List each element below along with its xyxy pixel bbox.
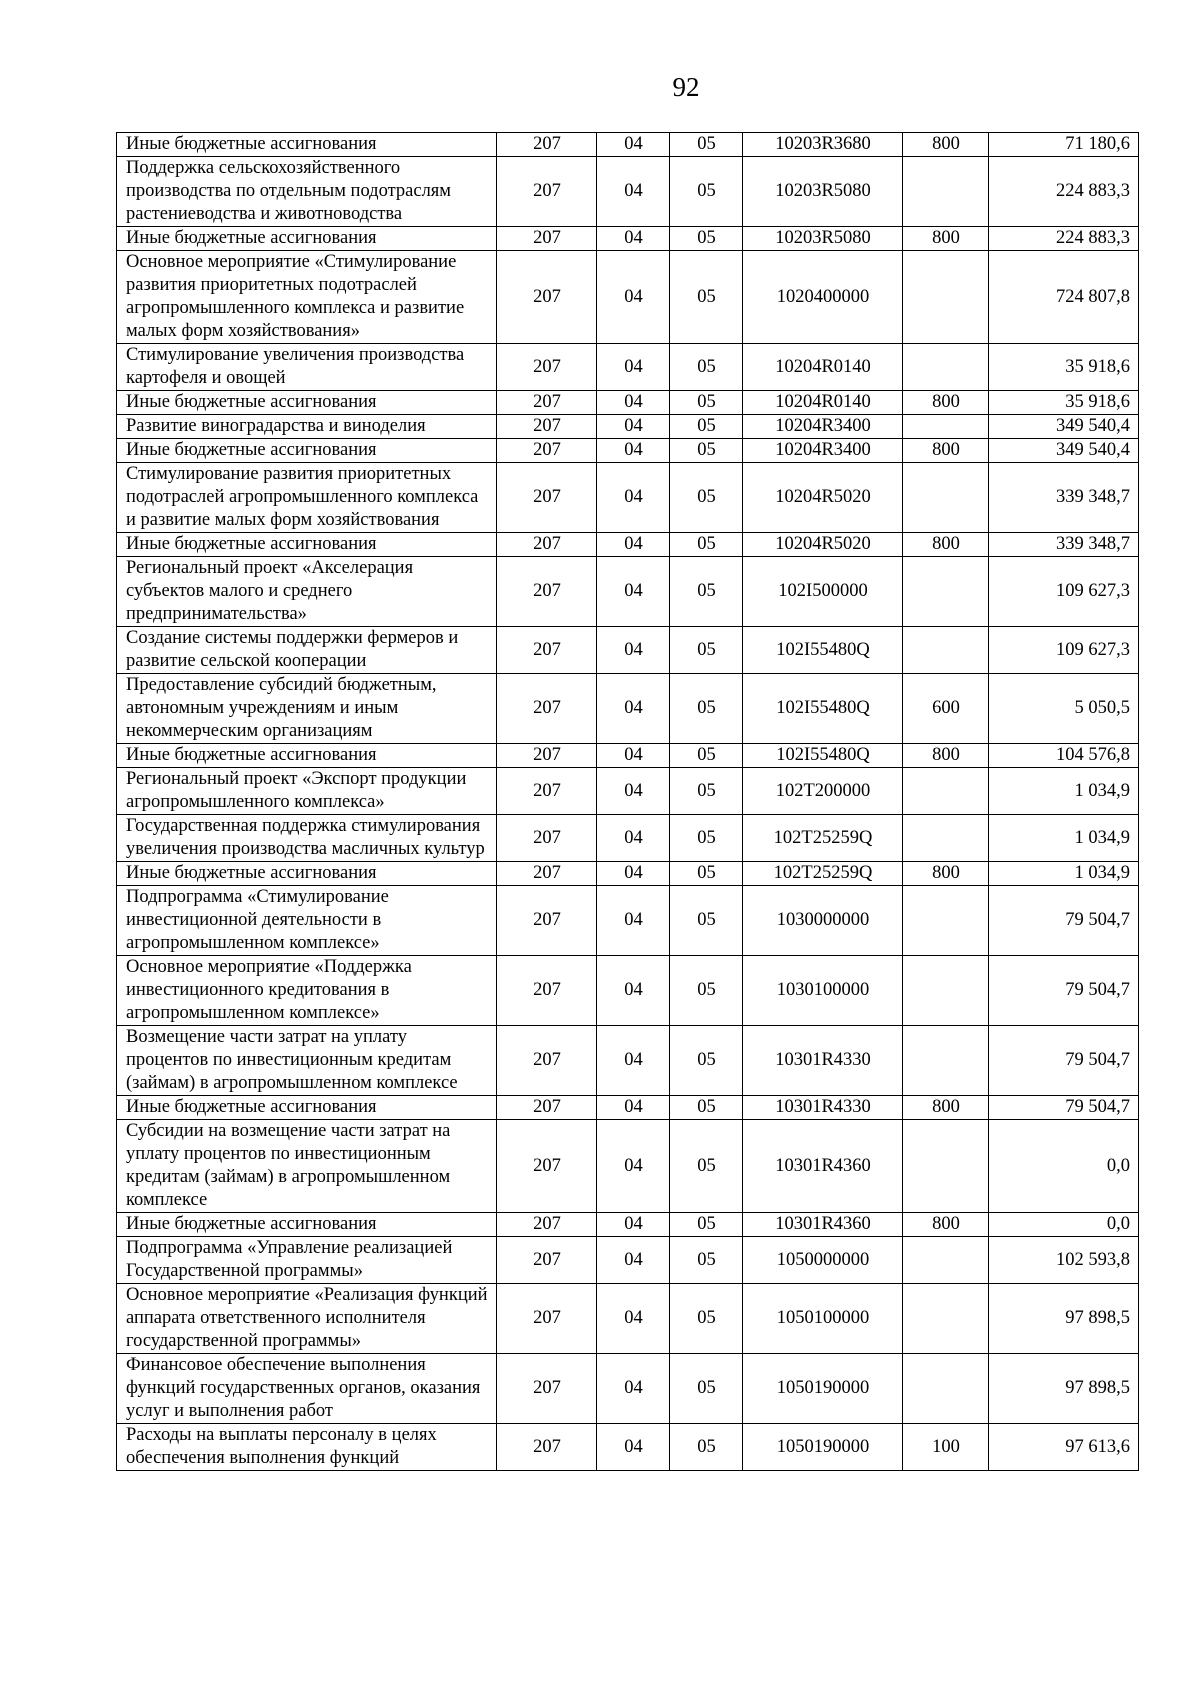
- row-ministry-code: 207: [497, 415, 597, 439]
- row-name: Региональный проект «Экспорт продукции агропромышленного комплекса»: [117, 768, 497, 815]
- row-ministry-code: 207: [497, 744, 597, 768]
- row-subsection-code: 05: [670, 1213, 743, 1237]
- row-expense-type-code: [903, 956, 989, 1026]
- row-name: Иные бюджетные ассигнования: [117, 439, 497, 463]
- row-expense-type-code: [903, 1237, 989, 1284]
- table-row: [117, 227, 1139, 251]
- row-expense-type-code: 800: [903, 1213, 989, 1237]
- row-name: Стимулирование развития приоритетных подотраслей агропромышленного комплекса и развитие малых форм хозяйствования: [117, 463, 497, 533]
- table-row: [117, 1026, 1139, 1096]
- row-amount: 97 613,6: [989, 1424, 1139, 1471]
- row-expense-type-code: 100: [903, 1424, 989, 1471]
- row-name: Иные бюджетные ассигнования: [117, 133, 497, 157]
- table-row: [117, 744, 1139, 768]
- row-target-item-code: 10204R0140: [743, 391, 903, 415]
- row-target-item-code: 1050000000: [743, 1237, 903, 1284]
- row-expense-type-code: 600: [903, 674, 989, 744]
- row-amount: 97 898,5: [989, 1354, 1139, 1424]
- row-section-code: 04: [597, 1213, 670, 1237]
- row-section-code: 04: [597, 1284, 670, 1354]
- table-row: [117, 768, 1139, 815]
- row-ministry-code: 207: [497, 1096, 597, 1120]
- row-name: Стимулирование увеличения производства картофеля и овощей: [117, 344, 497, 391]
- row-ministry-code: 207: [497, 886, 597, 956]
- row-ministry-code: 207: [497, 1424, 597, 1471]
- row-ministry-code: 207: [497, 1213, 597, 1237]
- row-section-code: 04: [597, 886, 670, 956]
- table-row: [117, 415, 1139, 439]
- row-expense-type-code: [903, 768, 989, 815]
- row-amount: 97 898,5: [989, 1284, 1139, 1354]
- row-name: Создание системы поддержки фермеров и развитие сельской кооперации: [117, 627, 497, 674]
- row-expense-type-code: 800: [903, 862, 989, 886]
- row-subsection-code: 05: [670, 1120, 743, 1213]
- row-amount: 224 883,3: [989, 227, 1139, 251]
- row-ministry-code: 207: [497, 391, 597, 415]
- row-target-item-code: 102I55480Q: [743, 627, 903, 674]
- row-subsection-code: 05: [670, 886, 743, 956]
- row-expense-type-code: 800: [903, 133, 989, 157]
- row-target-item-code: 10204R3400: [743, 439, 903, 463]
- row-target-item-code: 1030100000: [743, 956, 903, 1026]
- row-target-item-code: 102I500000: [743, 557, 903, 627]
- row-expense-type-code: [903, 157, 989, 227]
- table-row: [117, 1213, 1139, 1237]
- row-subsection-code: 05: [670, 862, 743, 886]
- row-name: Субсидии на возмещение части затрат на уплату процентов по инвестиционным кредитам (займам) в агропромышленном комплексе: [117, 1120, 497, 1213]
- table-row: [117, 1237, 1139, 1284]
- table-row: [117, 251, 1139, 344]
- row-name: Иные бюджетные ассигнования: [117, 391, 497, 415]
- row-name: Иные бюджетные ассигнования: [117, 1096, 497, 1120]
- row-expense-type-code: 800: [903, 439, 989, 463]
- table-row: [117, 1096, 1139, 1120]
- row-ministry-code: 207: [497, 956, 597, 1026]
- table-row: [117, 439, 1139, 463]
- row-ministry-code: 207: [497, 1284, 597, 1354]
- row-amount: 0,0: [989, 1120, 1139, 1213]
- table-row: [117, 157, 1139, 227]
- row-name: Иные бюджетные ассигнования: [117, 533, 497, 557]
- row-name: Предоставление субсидий бюджетным, автономным учреждениям и иным некоммерческим организациям: [117, 674, 497, 744]
- row-target-item-code: 10203R3680: [743, 133, 903, 157]
- row-name: Основное мероприятие «Стимулирование развития приоритетных подотраслей агропромышленного комплекса и развитие малых форм хозяйствования»: [117, 251, 497, 344]
- row-subsection-code: 05: [670, 1354, 743, 1424]
- row-amount: 71 180,6: [989, 133, 1139, 157]
- row-ministry-code: 207: [497, 157, 597, 227]
- row-target-item-code: 10204R3400: [743, 415, 903, 439]
- table-row: [117, 1424, 1139, 1471]
- row-subsection-code: 05: [670, 391, 743, 415]
- row-section-code: 04: [597, 133, 670, 157]
- row-ministry-code: 207: [497, 251, 597, 344]
- row-target-item-code: 102T25259Q: [743, 815, 903, 862]
- row-subsection-code: 05: [670, 133, 743, 157]
- row-target-item-code: 10204R5020: [743, 533, 903, 557]
- row-ministry-code: 207: [497, 862, 597, 886]
- row-expense-type-code: [903, 1026, 989, 1096]
- row-subsection-code: 05: [670, 1237, 743, 1284]
- row-amount: 1 034,9: [989, 768, 1139, 815]
- row-amount: 79 504,7: [989, 956, 1139, 1026]
- row-section-code: 04: [597, 1096, 670, 1120]
- row-section-code: 04: [597, 391, 670, 415]
- row-expense-type-code: [903, 1284, 989, 1354]
- row-amount: 109 627,3: [989, 627, 1139, 674]
- row-section-code: 04: [597, 1120, 670, 1213]
- row-subsection-code: 05: [670, 674, 743, 744]
- row-expense-type-code: [903, 627, 989, 674]
- row-name: Развитие виноградарства и виноделия: [117, 415, 497, 439]
- row-section-code: 04: [597, 862, 670, 886]
- row-amount: 1 034,9: [989, 862, 1139, 886]
- row-target-item-code: 10204R0140: [743, 344, 903, 391]
- row-subsection-code: 05: [670, 815, 743, 862]
- table-row: [117, 533, 1139, 557]
- row-expense-type-code: 800: [903, 391, 989, 415]
- row-amount: 724 807,8: [989, 251, 1139, 344]
- row-ministry-code: 207: [497, 674, 597, 744]
- row-subsection-code: 05: [670, 439, 743, 463]
- row-subsection-code: 05: [670, 956, 743, 1026]
- row-subsection-code: 05: [670, 344, 743, 391]
- table-row: [117, 1354, 1139, 1424]
- row-expense-type-code: [903, 886, 989, 956]
- table-row: [117, 133, 1139, 157]
- row-ministry-code: 207: [497, 1237, 597, 1284]
- table-row: [117, 463, 1139, 533]
- row-section-code: 04: [597, 533, 670, 557]
- row-amount: 5 050,5: [989, 674, 1139, 744]
- row-name: Региональный проект «Акселерация субъектов малого и среднего предпринимательства»: [117, 557, 497, 627]
- row-expense-type-code: 800: [903, 533, 989, 557]
- row-subsection-code: 05: [670, 1424, 743, 1471]
- row-ministry-code: 207: [497, 1026, 597, 1096]
- page-number: 92: [672, 72, 700, 102]
- row-name: Основное мероприятие «Реализация функций аппарата ответственного исполнителя государственной программы»: [117, 1284, 497, 1354]
- row-ministry-code: 207: [497, 557, 597, 627]
- row-target-item-code: 10301R4330: [743, 1096, 903, 1120]
- row-amount: 35 918,6: [989, 344, 1139, 391]
- row-amount: 35 918,6: [989, 391, 1139, 415]
- table-row: [117, 1120, 1139, 1213]
- row-section-code: 04: [597, 627, 670, 674]
- row-subsection-code: 05: [670, 227, 743, 251]
- row-section-code: 04: [597, 1026, 670, 1096]
- row-target-item-code: 10204R5020: [743, 463, 903, 533]
- row-amount: 224 883,3: [989, 157, 1139, 227]
- row-section-code: 04: [597, 439, 670, 463]
- row-expense-type-code: 800: [903, 1096, 989, 1120]
- row-name: Основное мероприятие «Поддержка инвестиционного кредитования в агропромышленном комплексе»: [117, 956, 497, 1026]
- table-row: [117, 862, 1139, 886]
- row-expense-type-code: [903, 557, 989, 627]
- row-section-code: 04: [597, 227, 670, 251]
- row-name: Иные бюджетные ассигнования: [117, 227, 497, 251]
- table-row: [117, 956, 1139, 1026]
- row-ministry-code: 207: [497, 533, 597, 557]
- row-section-code: 04: [597, 768, 670, 815]
- row-expense-type-code: 800: [903, 227, 989, 251]
- table-row: [117, 557, 1139, 627]
- row-target-item-code: 10203R5080: [743, 157, 903, 227]
- row-subsection-code: 05: [670, 157, 743, 227]
- row-subsection-code: 05: [670, 251, 743, 344]
- row-name: Подпрограмма «Стимулирование инвестиционной деятельности в агропромышленном комплексе»: [117, 886, 497, 956]
- row-target-item-code: 1030000000: [743, 886, 903, 956]
- row-section-code: 04: [597, 1354, 670, 1424]
- row-section-code: 04: [597, 744, 670, 768]
- row-section-code: 04: [597, 1424, 670, 1471]
- row-subsection-code: 05: [670, 415, 743, 439]
- row-subsection-code: 05: [670, 533, 743, 557]
- row-amount: 349 540,4: [989, 415, 1139, 439]
- row-section-code: 04: [597, 251, 670, 344]
- row-subsection-code: 05: [670, 1096, 743, 1120]
- row-ministry-code: 207: [497, 439, 597, 463]
- row-section-code: 04: [597, 956, 670, 1026]
- table-row: [117, 391, 1139, 415]
- row-section-code: 04: [597, 1237, 670, 1284]
- row-target-item-code: 1020400000: [743, 251, 903, 344]
- table-row: [117, 674, 1139, 744]
- row-subsection-code: 05: [670, 557, 743, 627]
- row-expense-type-code: [903, 1354, 989, 1424]
- row-expense-type-code: [903, 251, 989, 344]
- row-amount: 79 504,7: [989, 1096, 1139, 1120]
- row-expense-type-code: [903, 344, 989, 391]
- row-target-item-code: 1050190000: [743, 1354, 903, 1424]
- row-ministry-code: 207: [497, 133, 597, 157]
- row-ministry-code: 207: [497, 768, 597, 815]
- row-amount: 79 504,7: [989, 886, 1139, 956]
- budget-table: [116, 132, 1139, 1471]
- row-target-item-code: 102T200000: [743, 768, 903, 815]
- row-subsection-code: 05: [670, 627, 743, 674]
- row-section-code: 04: [597, 557, 670, 627]
- row-name: Иные бюджетные ассигнования: [117, 1213, 497, 1237]
- row-name: Финансовое обеспечение выполнения функций государственных органов, оказания услуг и выполнения работ: [117, 1354, 497, 1424]
- row-amount: 1 034,9: [989, 815, 1139, 862]
- row-subsection-code: 05: [670, 463, 743, 533]
- row-ministry-code: 207: [497, 227, 597, 251]
- row-section-code: 04: [597, 815, 670, 862]
- row-name: Расходы на выплаты персоналу в целях обеспечения выполнения функций: [117, 1424, 497, 1471]
- row-target-item-code: 10203R5080: [743, 227, 903, 251]
- row-amount: 339 348,7: [989, 533, 1139, 557]
- row-section-code: 04: [597, 344, 670, 391]
- row-ministry-code: 207: [497, 815, 597, 862]
- row-amount: 349 540,4: [989, 439, 1139, 463]
- table-row: [117, 815, 1139, 862]
- row-name: Поддержка сельскохозяйственного производства по отдельным подотраслям растениеводства и животноводства: [117, 157, 497, 227]
- row-name: Возмещение части затрат на уплату процентов по инвестиционным кредитам (займам) в агропромышленном комплексе: [117, 1026, 497, 1096]
- row-target-item-code: 1050190000: [743, 1424, 903, 1471]
- row-subsection-code: 05: [670, 1026, 743, 1096]
- row-section-code: 04: [597, 463, 670, 533]
- table-row: [117, 344, 1139, 391]
- row-ministry-code: 207: [497, 1120, 597, 1213]
- row-amount: 104 576,8: [989, 744, 1139, 768]
- row-section-code: 04: [597, 415, 670, 439]
- row-amount: 102 593,8: [989, 1237, 1139, 1284]
- row-expense-type-code: [903, 815, 989, 862]
- row-target-item-code: 102T25259Q: [743, 862, 903, 886]
- row-expense-type-code: [903, 415, 989, 439]
- row-subsection-code: 05: [670, 744, 743, 768]
- row-name: Иные бюджетные ассигнования: [117, 862, 497, 886]
- row-section-code: 04: [597, 157, 670, 227]
- row-ministry-code: 207: [497, 627, 597, 674]
- row-ministry-code: 207: [497, 463, 597, 533]
- row-target-item-code: 1050100000: [743, 1284, 903, 1354]
- table-row: [117, 1284, 1139, 1354]
- row-amount: 0,0: [989, 1213, 1139, 1237]
- row-target-item-code: 102I55480Q: [743, 744, 903, 768]
- row-section-code: 04: [597, 674, 670, 744]
- row-expense-type-code: 800: [903, 744, 989, 768]
- row-amount: 339 348,7: [989, 463, 1139, 533]
- row-name: Государственная поддержка стимулирования увеличения производства масличных культур: [117, 815, 497, 862]
- row-target-item-code: 10301R4360: [743, 1120, 903, 1213]
- row-expense-type-code: [903, 463, 989, 533]
- row-ministry-code: 207: [497, 344, 597, 391]
- row-expense-type-code: [903, 1120, 989, 1213]
- table-row: [117, 886, 1139, 956]
- row-target-item-code: 10301R4360: [743, 1213, 903, 1237]
- row-subsection-code: 05: [670, 1284, 743, 1354]
- row-target-item-code: 102I55480Q: [743, 674, 903, 744]
- row-subsection-code: 05: [670, 768, 743, 815]
- row-target-item-code: 10301R4330: [743, 1026, 903, 1096]
- table-row: [117, 627, 1139, 674]
- row-name: Иные бюджетные ассигнования: [117, 744, 497, 768]
- row-amount: 109 627,3: [989, 557, 1139, 627]
- row-name: Подпрограмма «Управление реализацией Государственной программы»: [117, 1237, 497, 1284]
- row-amount: 79 504,7: [989, 1026, 1139, 1096]
- row-ministry-code: 207: [497, 1354, 597, 1424]
